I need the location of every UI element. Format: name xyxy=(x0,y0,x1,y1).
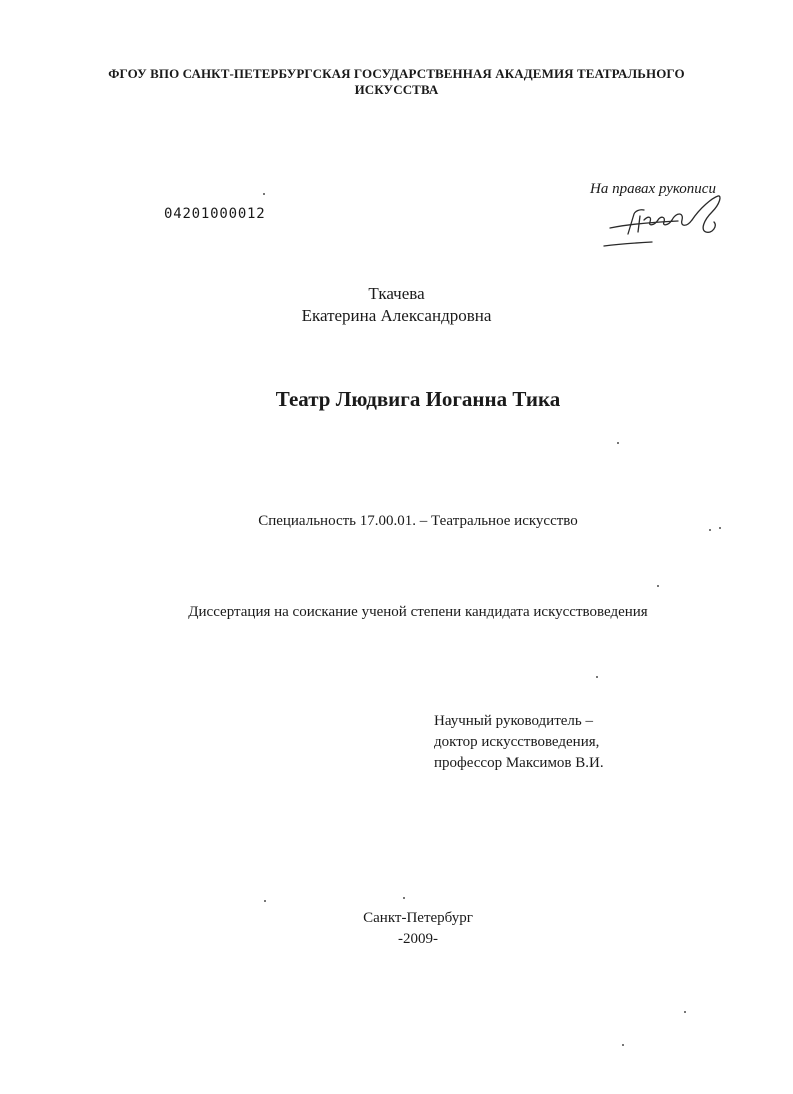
scan-speck xyxy=(403,897,405,899)
scan-speck xyxy=(617,442,619,444)
supervisor-line-2: доктор искусствоведения, xyxy=(434,734,600,750)
year: -2009- xyxy=(398,931,438,947)
signature-icon xyxy=(600,190,730,252)
supervisor-line-1: Научный руководитель – xyxy=(434,713,593,729)
scan-speck xyxy=(709,529,711,531)
author-given-names: Екатерина Александровна xyxy=(301,306,492,325)
degree-statement: Диссертация на соискание ученой степени кандидата искусствоведения xyxy=(188,604,648,620)
institution-name xyxy=(60,66,733,98)
specialty-line: Специальность 17.00.01. – Театральное искусство xyxy=(258,513,578,529)
place-and-year xyxy=(0,908,793,950)
dissertation-title: Театр Людвига Иоганна Тика xyxy=(275,387,561,411)
scan-speck xyxy=(263,193,265,195)
scan-speck xyxy=(719,527,721,529)
scan-speck xyxy=(622,1044,624,1046)
city-name: Санкт-Петербург xyxy=(363,910,473,926)
institution-line-2: ИСКУССТВА xyxy=(354,82,439,97)
manuscript-rights-label: На правах рукописи xyxy=(590,181,716,197)
library-code: 04201000012 xyxy=(164,206,266,222)
supervisor-line-3: профессор Максимов В.И. xyxy=(434,755,604,771)
supervisor-block xyxy=(434,711,604,774)
scan-speck xyxy=(657,585,659,587)
scan-speck xyxy=(596,676,598,678)
institution-line-1: ФГОУ ВПО САНКТ-ПЕТЕРБУРГСКАЯ ГОСУДАРСТВЕННАЯ АКАДЕМИЯ ТЕАТРАЛЬНОГО xyxy=(108,66,685,81)
scan-speck xyxy=(684,1011,686,1013)
scan-speck xyxy=(264,900,266,902)
author-surname: Ткачева xyxy=(368,284,425,303)
